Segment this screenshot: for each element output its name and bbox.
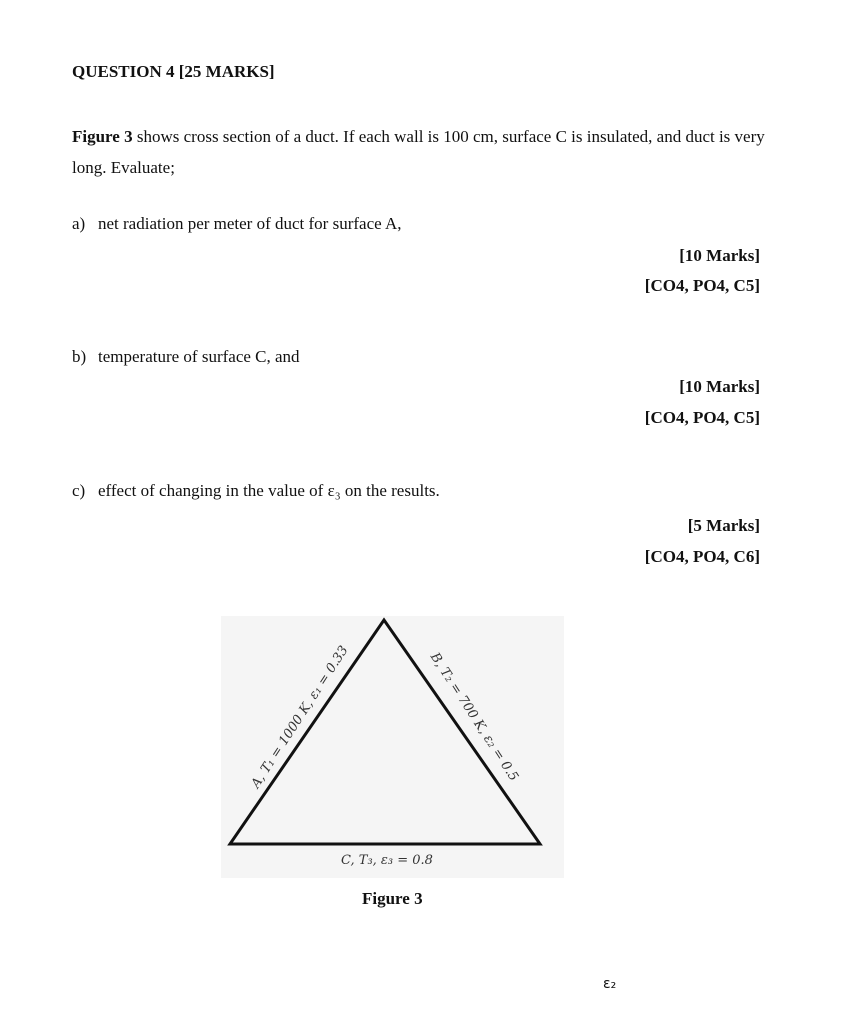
stray-epsilon-text: ε₂ bbox=[603, 976, 617, 992]
part-a bbox=[72, 214, 402, 234]
part-c-label: c) bbox=[72, 481, 86, 500]
surface-a-label: A, T₁ = 1000 K, ε₁ = 0.33 bbox=[248, 643, 352, 791]
part-a-text: net radiation per meter of duct for surface A, bbox=[98, 214, 402, 233]
part-c bbox=[72, 481, 440, 501]
part-b-marks: [10 Marks] bbox=[679, 377, 760, 396]
duct-figure bbox=[221, 616, 564, 878]
part-b-outcomes: [CO4, PO4, C5] bbox=[644, 408, 760, 427]
figure-reference: Figure 3 bbox=[72, 127, 133, 146]
part-c-marks: [5 Marks] bbox=[687, 516, 760, 535]
part-a-marks: [10 Marks] bbox=[679, 246, 760, 265]
intro-text: shows cross section of a duct. If each wall is 100 cm, surface C is insulated, and duct is very long. Evaluate; bbox=[72, 127, 765, 177]
part-a-outcomes: [CO4, PO4, C5] bbox=[644, 276, 760, 295]
part-b bbox=[72, 347, 300, 367]
part-c-outcomes: [CO4, PO4, C6] bbox=[644, 547, 760, 566]
part-b-text: temperature of surface C, and bbox=[98, 347, 300, 366]
part-b-label: b) bbox=[72, 347, 87, 366]
part-a-label: a) bbox=[72, 214, 86, 233]
surface-b-label: B, T₂ = 700 K, ε₂ = 0.5 bbox=[426, 650, 522, 785]
surface-c-label: C, T₃, ε₃ = 0.8 bbox=[341, 853, 433, 868]
question-heading: QUESTION 4 [25 MARKS] bbox=[72, 62, 275, 81]
part-c-text: effect of changing in the value of ε₃ on the results. bbox=[98, 481, 440, 500]
figure-caption: Figure 3 bbox=[362, 889, 423, 908]
question-intro bbox=[72, 121, 772, 183]
